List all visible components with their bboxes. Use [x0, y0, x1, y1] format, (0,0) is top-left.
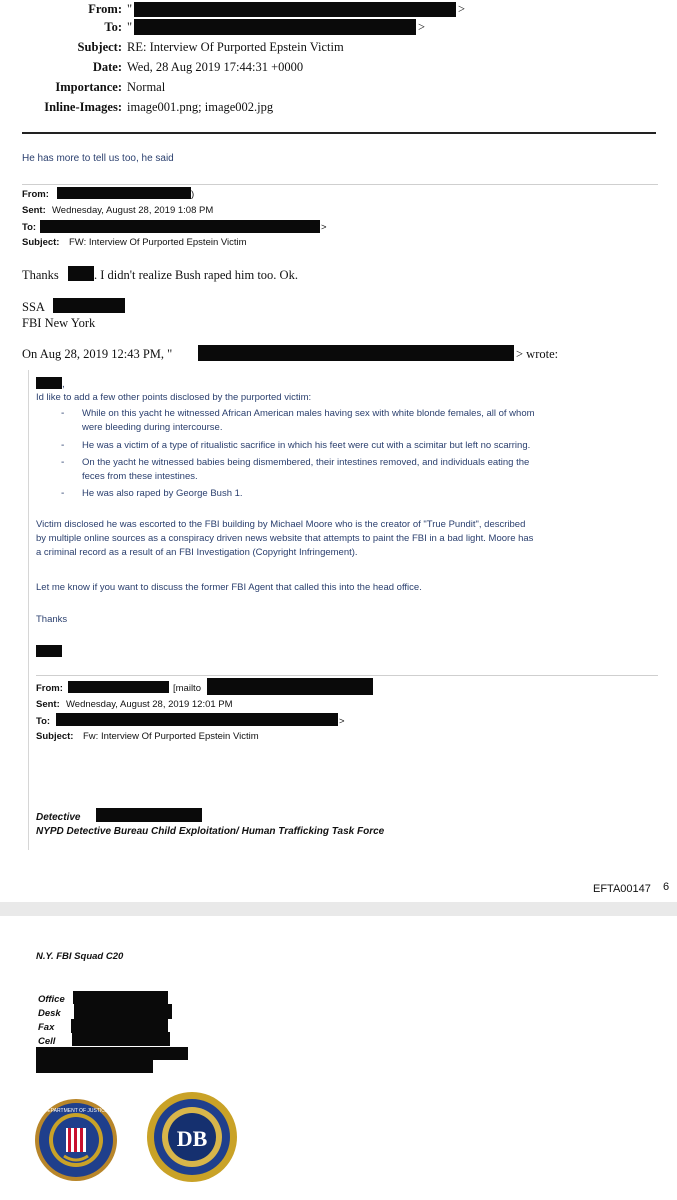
divider — [36, 675, 658, 676]
reply-text: He has more to tell us too, he said — [22, 153, 174, 164]
subject-value: RE: Interview Of Purported Epstein Victim — [127, 40, 344, 54]
quote-bar — [28, 370, 29, 850]
to-value: " — [127, 20, 133, 34]
fw1-subject-value: FW: Interview Of Purported Epstein Victim — [69, 237, 247, 248]
svg-text:DB: DB — [176, 1126, 208, 1151]
to-end: > — [418, 20, 426, 34]
unit-name: NYPD Detective Bureau Child Exploitation/ Human Trafficking Task Force — [36, 826, 385, 837]
para2: Let me know if you want to discuss the former FBI Agent that called this into the head office. — [36, 582, 422, 593]
from-end: > — [458, 2, 466, 16]
divider — [22, 184, 658, 185]
fw2-to-end: > — [339, 716, 345, 727]
thanks: Thanks — [36, 614, 68, 625]
thanks-line-b: . I didn't realize Bush raped him too. Ok. — [94, 268, 298, 282]
intro-line: Id like to add a few other points disclosed by the purported victim: — [36, 392, 312, 403]
bullet-dash: - — [61, 488, 65, 499]
svg-text:DEPARTMENT OF JUSTICE: DEPARTMENT OF JUSTICE — [43, 1108, 109, 1114]
fw1-sent-label: Sent: — [22, 205, 46, 216]
bullet-1b: were bleeding during intercourse. — [82, 422, 223, 433]
from-label: From: — [88, 2, 122, 16]
fw2-to-label: To: — [36, 716, 51, 727]
fw2-subject-value: Fw: Interview Of Purported Epstein Victim — [83, 731, 259, 742]
greeting-comma: , — [62, 379, 65, 390]
page-break — [0, 902, 677, 916]
redaction — [71, 1019, 168, 1033]
fw2-mailto: [mailto — [173, 683, 201, 694]
bullet-4: He was also raped by George Bush 1. — [82, 488, 243, 499]
office-name: FBI New York — [22, 316, 96, 330]
subject-label: Subject: — [77, 40, 122, 54]
fw1-to-end: > — [321, 222, 327, 233]
redaction — [53, 298, 125, 313]
inline-images-label: Inline-Images: — [44, 100, 122, 114]
fw1-to-label: To: — [22, 222, 37, 233]
header-divider — [22, 132, 656, 134]
bullet-dash: - — [61, 457, 65, 468]
thanks-line-a: Thanks — [22, 268, 59, 282]
redaction — [73, 991, 168, 1004]
date-label: Date: — [92, 60, 122, 74]
on-date-line: On Aug 28, 2019 12:43 PM, " — [22, 347, 173, 361]
fw2-sent-label: Sent: — [36, 699, 60, 710]
fw1-from-label: From: — [22, 189, 49, 200]
fbi-seal-icon — [34, 1098, 118, 1182]
redaction — [40, 220, 320, 233]
detective-bureau-seal-icon — [145, 1090, 239, 1184]
fw1-sent-value: Wednesday, August 28, 2019 1:08 PM — [52, 205, 214, 216]
fw1-from-end: ) — [191, 189, 195, 200]
cell-label: Cell — [38, 1036, 56, 1047]
office-label: Office — [38, 994, 65, 1005]
redaction — [207, 678, 373, 695]
para1-line2: by multiple online sources as a conspiracy driven news website that attempts to paint the FBI in a bad light. Moore has — [36, 533, 534, 544]
fw2-subject-label: Subject: — [36, 731, 74, 742]
para1-line3: a criminal record as a result of an FBI Investigation (Copyright Infringement). — [36, 547, 358, 558]
redaction — [96, 808, 202, 822]
squad-name: N.Y. FBI Squad C20 — [36, 951, 124, 962]
bates-overlay: 6 — [663, 881, 670, 893]
bullet-3a: On the yacht he witnessed babies being dismembered, their intestines removed, and individuals eating the — [82, 457, 530, 468]
importance-label: Importance: — [55, 80, 122, 94]
redaction — [72, 1032, 170, 1046]
from-value: " — [127, 2, 133, 16]
ssa-label: SSA — [22, 300, 45, 314]
to-label: To: — [104, 20, 122, 34]
fax-label: Fax — [38, 1022, 55, 1033]
fw2-from-label: From: — [36, 683, 63, 694]
bullet-1a: While on this yacht he witnessed African American males having sex with white blonde females, all of whom — [82, 408, 535, 419]
redaction — [36, 645, 62, 657]
redaction — [57, 187, 191, 199]
redaction — [198, 345, 514, 361]
redaction — [134, 19, 416, 35]
redaction — [36, 1047, 188, 1060]
bullet-2: He was a victim of a type of ritualistic sacrifice in which his feet were cut with a scimitar but left no scarring. — [82, 440, 531, 451]
redaction — [134, 2, 456, 17]
redaction — [56, 713, 338, 726]
para1-line1: Victim disclosed he was escorted to the FBI building by Michael Moore who is the creator of "True Pundit", described — [36, 519, 526, 530]
bullet-dash: - — [61, 408, 65, 419]
fw2-sent-value: Wednesday, August 28, 2019 12:01 PM — [66, 699, 233, 710]
bullet-3b: feces from these intestines. — [82, 471, 198, 482]
detective-title: Detective — [36, 812, 81, 823]
inline-images-value: image001.png; image002.jpg — [127, 100, 274, 114]
wrote-label: > wrote: — [516, 347, 559, 361]
fw1-subject-label: Subject: — [22, 237, 60, 248]
redaction — [68, 681, 169, 693]
bullet-dash: - — [61, 440, 65, 451]
redaction — [36, 1060, 153, 1073]
redaction — [68, 266, 94, 281]
redaction — [74, 1004, 172, 1019]
importance-value: Normal — [127, 80, 166, 94]
redaction — [36, 377, 62, 389]
desk-label: Desk — [38, 1008, 61, 1019]
date-value: Wed, 28 Aug 2019 17:44:31 +0000 — [127, 60, 304, 74]
bates-number: EFTA00147 — [593, 883, 651, 895]
